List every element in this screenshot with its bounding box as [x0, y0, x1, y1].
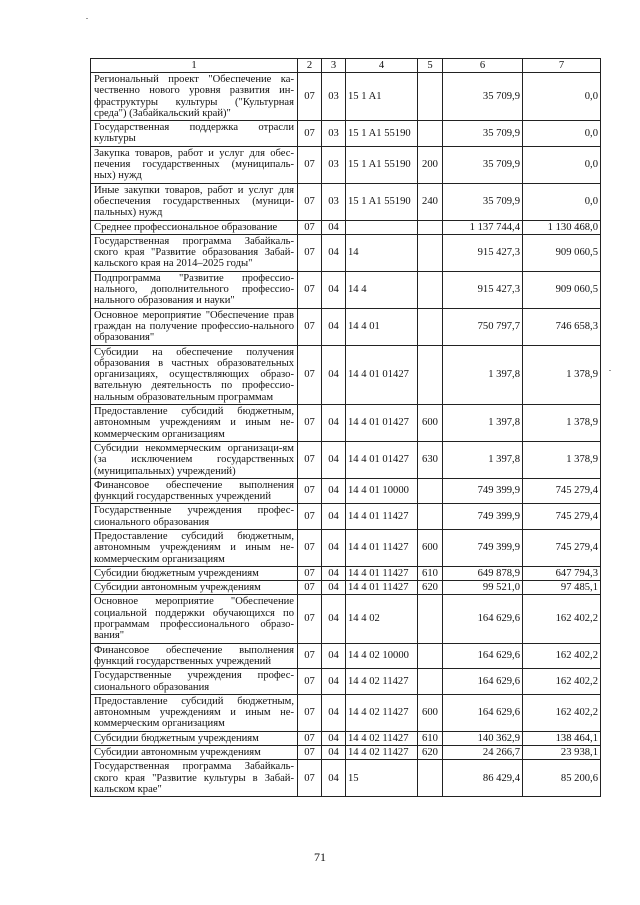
row-subsection: 04	[322, 308, 346, 345]
row-expense-type: 630	[418, 441, 443, 478]
row-amount-year-1: 99 521,0	[443, 581, 523, 595]
row-target-article: 14 4 01 11427	[346, 581, 418, 595]
row-subsection: 03	[322, 146, 346, 183]
row-name: Предоставление субсидий бюджетным, автономным учреждениям и иным не-коммерческим организациям	[91, 529, 298, 566]
row-amount-year-1: 1 397,8	[443, 405, 523, 442]
row-subsection: 04	[322, 760, 346, 797]
row-section: 07	[298, 760, 322, 797]
table-row	[91, 504, 601, 530]
row-expense-type: 240	[418, 183, 443, 220]
row-expense-type	[418, 308, 443, 345]
table-row	[91, 595, 601, 643]
table-row	[91, 73, 601, 121]
row-subsection: 04	[322, 581, 346, 595]
row-expense-type	[418, 234, 443, 271]
row-subsection: 04	[322, 271, 346, 308]
table-header-row	[91, 59, 601, 73]
budget-table	[90, 58, 601, 797]
row-name: Государственная поддержка отрасли культуры	[91, 121, 298, 147]
row-expense-type: 600	[418, 405, 443, 442]
row-amount-year-2: 138 464,1	[523, 731, 601, 745]
row-section: 07	[298, 581, 322, 595]
row-subsection: 04	[322, 345, 346, 404]
row-section: 07	[298, 405, 322, 442]
row-subsection: 04	[322, 504, 346, 530]
row-amount-year-1: 749 399,9	[443, 478, 523, 504]
row-section: 07	[298, 731, 322, 745]
row-section: 07	[298, 146, 322, 183]
row-expense-type: 600	[418, 694, 443, 731]
row-target-article: 14 4 02	[346, 595, 418, 643]
table-row	[91, 308, 601, 345]
row-amount-year-1: 164 629,6	[443, 669, 523, 695]
row-amount-year-2: 23 938,1	[523, 746, 601, 760]
row-subsection: 04	[322, 220, 346, 234]
row-target-article: 14 4 01 11427	[346, 529, 418, 566]
row-target-article: 14 4 01 01427	[346, 345, 418, 404]
row-section: 07	[298, 669, 322, 695]
row-amount-year-2: 85 200,6	[523, 760, 601, 797]
row-target-article: 14 4 02 10000	[346, 643, 418, 669]
row-amount-year-1: 35 709,9	[443, 146, 523, 183]
row-amount-year-1: 164 629,6	[443, 595, 523, 643]
table-row	[91, 405, 601, 442]
row-target-article	[346, 220, 418, 234]
row-name: Государственные учреждения профес-сионального образования	[91, 669, 298, 695]
row-expense-type	[418, 121, 443, 147]
row-target-article: 14 4 01 01427	[346, 405, 418, 442]
row-name: Предоставление субсидий бюджетным, автономным учреждениям и иным не-коммерческим организациям	[91, 405, 298, 442]
row-section: 07	[298, 746, 322, 760]
table-row	[91, 234, 601, 271]
table-row	[91, 478, 601, 504]
row-name: Субсидии некоммерческим организаци-ям (за исключением государственных (муниципальных) учреждений)	[91, 441, 298, 478]
row-subsection: 04	[322, 566, 346, 580]
row-expense-type	[418, 595, 443, 643]
row-amount-year-1: 750 797,7	[443, 308, 523, 345]
row-amount-year-2: 0,0	[523, 183, 601, 220]
row-amount-year-2: 745 279,4	[523, 478, 601, 504]
row-expense-type	[418, 760, 443, 797]
row-amount-year-1: 649 878,9	[443, 566, 523, 580]
row-section: 07	[298, 441, 322, 478]
row-name: Среднее профессиональное образование	[91, 220, 298, 234]
table-row	[91, 746, 601, 760]
row-expense-type: 610	[418, 731, 443, 745]
row-expense-type: 620	[418, 581, 443, 595]
row-name: Предоставление субсидий бюджетным, автономным учреждениям и иным не-коммерческим организациям	[91, 694, 298, 731]
table-row	[91, 441, 601, 478]
row-subsection: 04	[322, 529, 346, 566]
row-name: Подпрограмма "Развитие профессио-нального, дополнительного профессио-нального образования и науки"	[91, 271, 298, 308]
row-target-article: 14 4 01 10000	[346, 478, 418, 504]
table-row	[91, 669, 601, 695]
scan-mark	[86, 18, 88, 19]
row-expense-type	[418, 73, 443, 121]
row-section: 07	[298, 234, 322, 271]
row-expense-type: 620	[418, 746, 443, 760]
row-section: 07	[298, 504, 322, 530]
row-amount-year-1: 164 629,6	[443, 643, 523, 669]
row-subsection: 03	[322, 121, 346, 147]
row-section: 07	[298, 220, 322, 234]
row-amount-year-1: 749 399,9	[443, 504, 523, 530]
row-expense-type	[418, 478, 443, 504]
row-target-article: 14 4 01 01427	[346, 441, 418, 478]
row-amount-year-1: 1 397,8	[443, 345, 523, 404]
row-subsection: 04	[322, 405, 346, 442]
row-name: Финансовое обеспечение выполнения функций государственных учреждений	[91, 478, 298, 504]
row-amount-year-2: 0,0	[523, 146, 601, 183]
row-section: 07	[298, 643, 322, 669]
row-amount-year-2: 1 378,9	[523, 405, 601, 442]
row-amount-year-2: 1 130 468,0	[523, 220, 601, 234]
row-amount-year-1: 24 266,7	[443, 746, 523, 760]
table-row	[91, 183, 601, 220]
row-name: Основное мероприятие "Обеспечение прав граждан на получение профессио-нального образования"	[91, 308, 298, 345]
row-section: 07	[298, 694, 322, 731]
row-expense-type	[418, 220, 443, 234]
column-header-section: 2	[298, 59, 322, 73]
row-target-article: 14 4 02 11427	[346, 669, 418, 695]
row-expense-type: 200	[418, 146, 443, 183]
row-section: 07	[298, 271, 322, 308]
row-subsection: 04	[322, 746, 346, 760]
row-target-article: 14 4 02 11427	[346, 731, 418, 745]
row-subsection: 04	[322, 731, 346, 745]
row-name: Региональный проект "Обеспечение ка-чественно нового уровня развития ин-фраструктуры культуры ("Культурная среда") (Забайкальский край)"	[91, 73, 298, 121]
row-name: Финансовое обеспечение выполнения функций государственных учреждений	[91, 643, 298, 669]
row-amount-year-1: 140 362,9	[443, 731, 523, 745]
row-section: 07	[298, 183, 322, 220]
column-header-amount-year-2: 7	[523, 59, 601, 73]
row-name: Закупка товаров, работ и услуг для обес-печения государственных (муниципаль-ных) нужд	[91, 146, 298, 183]
table-row	[91, 731, 601, 745]
column-header-name: 1	[91, 59, 298, 73]
table-row	[91, 694, 601, 731]
row-amount-year-2: 745 279,4	[523, 504, 601, 530]
row-section: 07	[298, 73, 322, 121]
row-amount-year-1: 915 427,3	[443, 271, 523, 308]
row-expense-type	[418, 345, 443, 404]
table-row	[91, 529, 601, 566]
row-section: 07	[298, 308, 322, 345]
row-subsection: 03	[322, 73, 346, 121]
page-number: 71	[314, 850, 326, 864]
row-name: Субсидии на обеспечение получения образования в частных образовательных организациях, осуществляющих образо-вательную деятельность по профессио-нальным образовательным программам	[91, 345, 298, 404]
row-amount-year-1: 35 709,9	[443, 73, 523, 121]
row-target-article: 15 1 A1 55190	[346, 121, 418, 147]
row-expense-type	[418, 643, 443, 669]
row-section: 07	[298, 345, 322, 404]
row-name: Основное мероприятие "Обеспечение социальной поддержки обучающихся по программам профессионального образо-вания"	[91, 595, 298, 643]
row-amount-year-2: 1 378,9	[523, 345, 601, 404]
row-amount-year-2: 162 402,2	[523, 694, 601, 731]
row-subsection: 03	[322, 183, 346, 220]
column-header-amount-year-1: 6	[443, 59, 523, 73]
row-amount-year-1: 749 399,9	[443, 529, 523, 566]
row-target-article: 14 4 01 11427	[346, 504, 418, 530]
table-row	[91, 121, 601, 147]
row-amount-year-2: 162 402,2	[523, 643, 601, 669]
row-amount-year-2: 162 402,2	[523, 669, 601, 695]
table-row	[91, 760, 601, 797]
row-amount-year-2: 647 794,3	[523, 566, 601, 580]
row-name: Иные закупки товаров, работ и услуг для обеспечения государственных (муници-пальных) нужд	[91, 183, 298, 220]
row-name: Субсидии автономным учреждениям	[91, 581, 298, 595]
table-row	[91, 581, 601, 595]
row-name: Государственные учреждения профес-сионального образования	[91, 504, 298, 530]
row-section: 07	[298, 478, 322, 504]
row-target-article: 14 4 02 11427	[346, 746, 418, 760]
row-amount-year-2: 745 279,4	[523, 529, 601, 566]
column-header-subsection: 3	[322, 59, 346, 73]
row-expense-type	[418, 504, 443, 530]
row-amount-year-1: 1 137 744,4	[443, 220, 523, 234]
row-name: Субсидии автономным учреждениям	[91, 746, 298, 760]
row-amount-year-2: 909 060,5	[523, 271, 601, 308]
row-amount-year-2: 0,0	[523, 73, 601, 121]
row-amount-year-2: 1 378,9	[523, 441, 601, 478]
row-target-article: 14 4 01	[346, 308, 418, 345]
row-subsection: 04	[322, 441, 346, 478]
column-header-target-article: 4	[346, 59, 418, 73]
row-target-article: 14 4	[346, 271, 418, 308]
row-amount-year-2: 909 060,5	[523, 234, 601, 271]
row-amount-year-1: 86 429,4	[443, 760, 523, 797]
row-section: 07	[298, 566, 322, 580]
table-row	[91, 146, 601, 183]
row-amount-year-1: 35 709,9	[443, 183, 523, 220]
row-subsection: 04	[322, 643, 346, 669]
row-target-article: 14	[346, 234, 418, 271]
table-row	[91, 345, 601, 404]
row-subsection: 04	[322, 669, 346, 695]
row-amount-year-2: 746 658,3	[523, 308, 601, 345]
row-expense-type	[418, 271, 443, 308]
scan-mark	[609, 370, 611, 371]
row-target-article: 15 1 A1 55190	[346, 183, 418, 220]
table-row	[91, 566, 601, 580]
row-amount-year-2: 162 402,2	[523, 595, 601, 643]
table-row	[91, 643, 601, 669]
row-subsection: 04	[322, 694, 346, 731]
row-section: 07	[298, 529, 322, 566]
column-header-expense-type: 5	[418, 59, 443, 73]
row-expense-type	[418, 669, 443, 695]
row-target-article: 14 4 01 11427	[346, 566, 418, 580]
row-amount-year-1: 915 427,3	[443, 234, 523, 271]
row-target-article: 15 1 A1 55190	[346, 146, 418, 183]
row-target-article: 15	[346, 760, 418, 797]
row-subsection: 04	[322, 234, 346, 271]
row-name: Государственная программа Забайкаль-ского края "Развитие образования Забай-кальского края на 2014–2025 годы"	[91, 234, 298, 271]
row-amount-year-2: 0,0	[523, 121, 601, 147]
row-name: Государственная программа Забайкаль-ского края "Развитие культуры в Забай-кальском крае"	[91, 760, 298, 797]
row-expense-type: 600	[418, 529, 443, 566]
row-name: Субсидии бюджетным учреждениям	[91, 731, 298, 745]
row-subsection: 04	[322, 595, 346, 643]
row-amount-year-1: 1 397,8	[443, 441, 523, 478]
row-subsection: 04	[322, 478, 346, 504]
row-name: Субсидии бюджетным учреждениям	[91, 566, 298, 580]
table-row	[91, 220, 601, 234]
row-amount-year-1: 164 629,6	[443, 694, 523, 731]
row-section: 07	[298, 595, 322, 643]
table-row	[91, 271, 601, 308]
row-expense-type: 610	[418, 566, 443, 580]
row-target-article: 15 1 A1	[346, 73, 418, 121]
row-amount-year-2: 97 485,1	[523, 581, 601, 595]
row-section: 07	[298, 121, 322, 147]
row-amount-year-1: 35 709,9	[443, 121, 523, 147]
row-target-article: 14 4 02 11427	[346, 694, 418, 731]
